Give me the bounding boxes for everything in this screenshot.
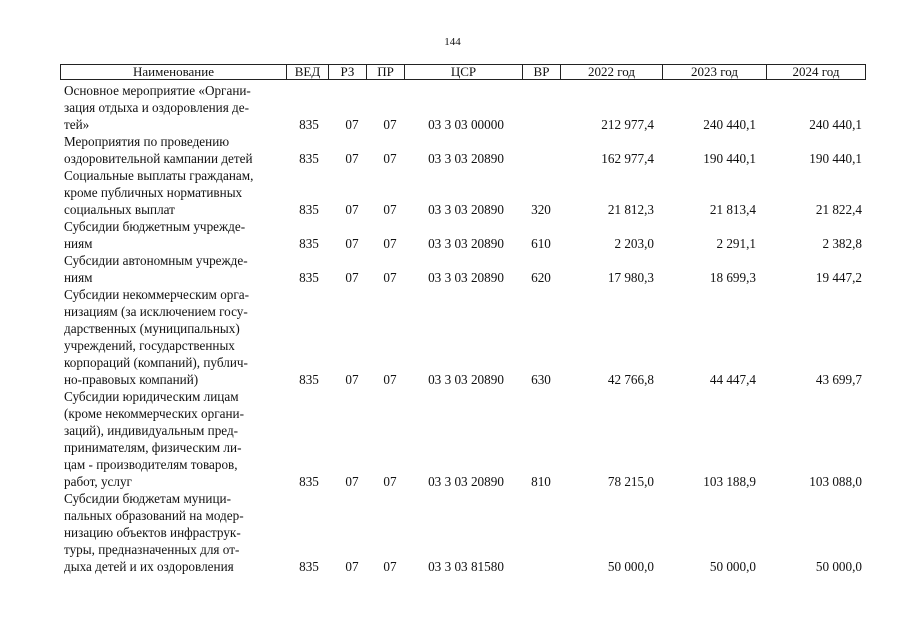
row-csr: 03 3 03 20890 xyxy=(428,474,504,489)
header-ved: ВЕД xyxy=(287,65,329,79)
header-rz: РЗ xyxy=(329,65,367,79)
row-pr: 07 xyxy=(383,202,397,217)
row-name: Социальные выплаты гражданам, кроме публичных нормативных социальных выплат xyxy=(64,168,254,217)
row-rz: 07 xyxy=(345,270,359,285)
row-2022: 42 766,8 xyxy=(607,372,654,387)
row-ved: 835 xyxy=(299,474,319,489)
row-pr: 07 xyxy=(383,372,397,387)
row-2024: 21 822,4 xyxy=(815,202,862,217)
row-ved: 835 xyxy=(299,270,319,285)
row-2023: 103 188,9 xyxy=(703,474,756,489)
row-pr: 07 xyxy=(383,559,397,574)
row-name: Субсидии некоммерческим орга- низациям (за исключением госу- дарственных (муниципальных) учреждений, государственных корпораций (компаний), публич- но-правовых компаний) xyxy=(64,287,250,387)
row-rz: 07 xyxy=(345,559,359,574)
row-2023: 50 000,0 xyxy=(709,559,756,574)
row-csr: 03 3 03 20890 xyxy=(428,372,504,387)
row-2022: 50 000,0 xyxy=(607,559,654,574)
row-2023: 21 813,4 xyxy=(709,202,756,217)
row-name: Основное мероприятие «Органи- зация отдыха и оздоровления де- тей» xyxy=(64,83,251,132)
row-csr: 03 3 03 20890 xyxy=(428,151,504,166)
header-name: Наименование xyxy=(61,65,287,79)
row-2022: 17 980,3 xyxy=(607,270,654,285)
row-2024: 50 000,0 xyxy=(815,559,862,574)
header-2022: 2022 год xyxy=(561,65,663,79)
page-number: 144 xyxy=(444,36,461,48)
row-2023: 44 447,4 xyxy=(709,372,756,387)
row-2024: 43 699,7 xyxy=(815,372,862,387)
row-ved: 835 xyxy=(299,236,319,251)
row-2022: 212 977,4 xyxy=(601,117,654,132)
table-header xyxy=(60,64,866,80)
row-csr: 03 3 03 20890 xyxy=(428,236,504,251)
row-rz: 07 xyxy=(345,474,359,489)
row-name: Субсидии бюджетам муници- пальных образований на модер- низацию объектов инфраструк- туры, предназначенных для от- дыха детей и их оздоровления xyxy=(64,491,244,574)
row-2022: 2 203,0 xyxy=(614,236,654,251)
row-ved: 835 xyxy=(299,151,319,166)
row-csr: 03 3 03 00000 xyxy=(428,117,504,132)
header-csr: ЦСР xyxy=(405,65,523,79)
row-2024: 19 447,2 xyxy=(815,270,862,285)
row-pr: 07 xyxy=(383,236,397,251)
row-vr: 620 xyxy=(531,270,551,285)
row-vr: 630 xyxy=(531,372,551,387)
row-rz: 07 xyxy=(345,236,359,251)
row-pr: 07 xyxy=(383,117,397,132)
row-ved: 835 xyxy=(299,372,319,387)
row-pr: 07 xyxy=(383,151,397,166)
row-2023: 190 440,1 xyxy=(703,151,756,166)
row-vr: 320 xyxy=(531,202,551,217)
row-name: Субсидии бюджетным учрежде- ниям xyxy=(64,219,246,251)
row-vr: 610 xyxy=(531,236,551,251)
row-2022: 162 977,4 xyxy=(601,151,654,166)
row-ved: 835 xyxy=(299,559,319,574)
row-2024: 190 440,1 xyxy=(809,151,862,166)
header-pr: ПР xyxy=(367,65,405,79)
row-ved: 835 xyxy=(299,117,319,132)
row-2022: 21 812,3 xyxy=(607,202,654,217)
row-name: Субсидии автономным учрежде- ниям xyxy=(64,253,248,285)
row-2022: 78 215,0 xyxy=(607,474,654,489)
row-csr: 03 3 03 20890 xyxy=(428,202,504,217)
row-2023: 18 699,3 xyxy=(709,270,756,285)
row-2023: 240 440,1 xyxy=(703,117,756,132)
row-name: Мероприятия по проведению оздоровительной кампании детей xyxy=(64,134,253,166)
header-vr: ВР xyxy=(523,65,561,79)
header-2023: 2023 год xyxy=(663,65,767,79)
row-name: Субсидии юридическим лицам (кроме некоммерческих органи- заций), индивидуальным пред- принимателям, физическим ли- цам - производителям товаров, работ, услуг xyxy=(64,389,245,489)
row-csr: 03 3 03 81580 xyxy=(428,559,504,574)
row-2024: 103 088,0 xyxy=(809,474,862,489)
row-rz: 07 xyxy=(345,372,359,387)
row-pr: 07 xyxy=(383,474,397,489)
row-rz: 07 xyxy=(345,151,359,166)
row-ved: 835 xyxy=(299,202,319,217)
row-rz: 07 xyxy=(345,202,359,217)
row-vr: 810 xyxy=(531,474,551,489)
row-csr: 03 3 03 20890 xyxy=(428,270,504,285)
row-pr: 07 xyxy=(383,270,397,285)
header-2024: 2024 год xyxy=(792,64,840,79)
row-2023: 2 291,1 xyxy=(716,236,756,251)
row-rz: 07 xyxy=(345,117,359,132)
row-2024: 2 382,8 xyxy=(822,236,862,251)
row-2024: 240 440,1 xyxy=(809,117,862,132)
